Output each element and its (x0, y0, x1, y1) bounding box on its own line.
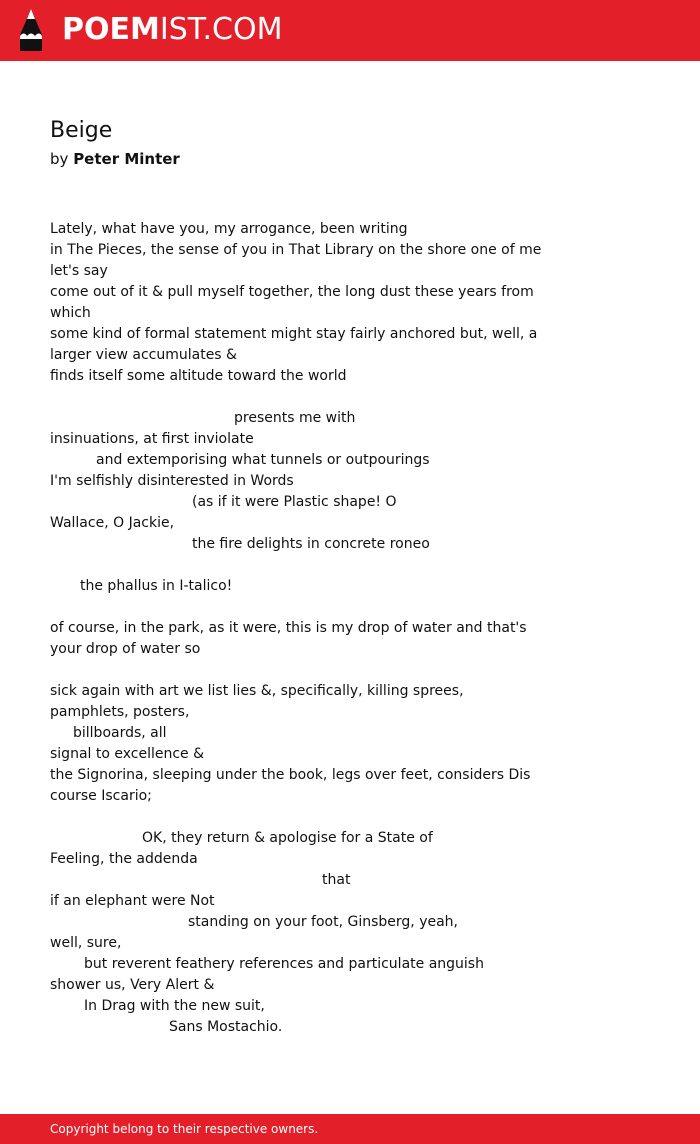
poem-line: in The Pieces, the sense of you in That Library on the shore one of me (50, 242, 542, 258)
poem-body (50, 219, 540, 1038)
poem-line: Lately, what have you, my arrogance, been writing (50, 221, 408, 237)
stanza-break (50, 660, 540, 681)
brand-name-light: IST.COM (159, 12, 283, 47)
poem-line: which (50, 305, 91, 321)
stanza-break (50, 597, 540, 618)
poem-line: In Drag with the new suit, (84, 998, 265, 1014)
author-link[interactable]: Peter Minter (73, 150, 180, 168)
poem-line: well, sure, (50, 935, 122, 951)
poem-line: pamphlets, posters, (50, 704, 190, 720)
poem-line: Wallace, O Jackie, (50, 515, 175, 531)
poem-line: presents me with (234, 410, 356, 426)
poem-line: Feeling, the addenda (50, 851, 198, 867)
poem-line: OK, they return & apologise for a State of (142, 830, 433, 846)
poem-line: come out of it & pull myself together, the long dust these years from (50, 284, 534, 300)
poem-line: of course, in the park, as it were, this is my drop of water and that's (50, 620, 527, 636)
stanza-break (50, 555, 540, 576)
poem-line: larger view accumulates & (50, 347, 237, 363)
site-header (0, 0, 700, 61)
copyright-text: Copyright belong to their respective owners. (50, 1122, 319, 1136)
poem-line: the phallus in I-talico! (80, 578, 233, 594)
poem-byline (50, 149, 180, 169)
poem-line: some kind of formal statement might stay fairly anchored but, well, a (50, 326, 538, 342)
poem-line: the Signorina, sleeping under the book, legs over feet, considers Dis (50, 767, 531, 783)
pencil-nib-icon[interactable] (18, 9, 44, 51)
poem-line: shower us, Very Alert & (50, 977, 215, 993)
poem-line: that (322, 872, 351, 888)
by-label: by (50, 150, 69, 168)
brand-name-bold: POEM (62, 12, 160, 47)
poem-line: insinuations, at first inviolate (50, 431, 254, 447)
poem-line: but reverent feathery references and particulate anguish (84, 956, 484, 972)
poem-line: I'm selfishly disinterested in Words (50, 473, 294, 489)
poem-line: sick again with art we list lies &, specifically, killing sprees, (50, 683, 464, 699)
site-logo-link[interactable] (62, 12, 282, 48)
poem-line: course Iscario; (50, 788, 152, 804)
poem-line: if an elephant were Not (50, 893, 215, 909)
poem-line: the fire delights in concrete roneo (192, 536, 430, 552)
site-footer (0, 1114, 700, 1144)
poem-line: signal to excellence & (50, 746, 205, 762)
poem-line: billboards, all (73, 725, 167, 741)
stanza-break (50, 807, 540, 828)
stanza-break (50, 387, 540, 408)
poem-line: Sans Mostachio. (169, 1019, 283, 1035)
poem-line: standing on your foot, Ginsberg, yeah, (188, 914, 458, 930)
poem-line: let's say (50, 263, 108, 279)
poem-line: your drop of water so (50, 641, 201, 657)
poem-line: and extemporising what tunnels or outpourings (96, 452, 430, 468)
poem-title: Beige (50, 118, 113, 143)
poem-line: finds itself some altitude toward the world (50, 368, 347, 384)
poem-line: (as if it were Plastic shape! O (192, 494, 397, 510)
